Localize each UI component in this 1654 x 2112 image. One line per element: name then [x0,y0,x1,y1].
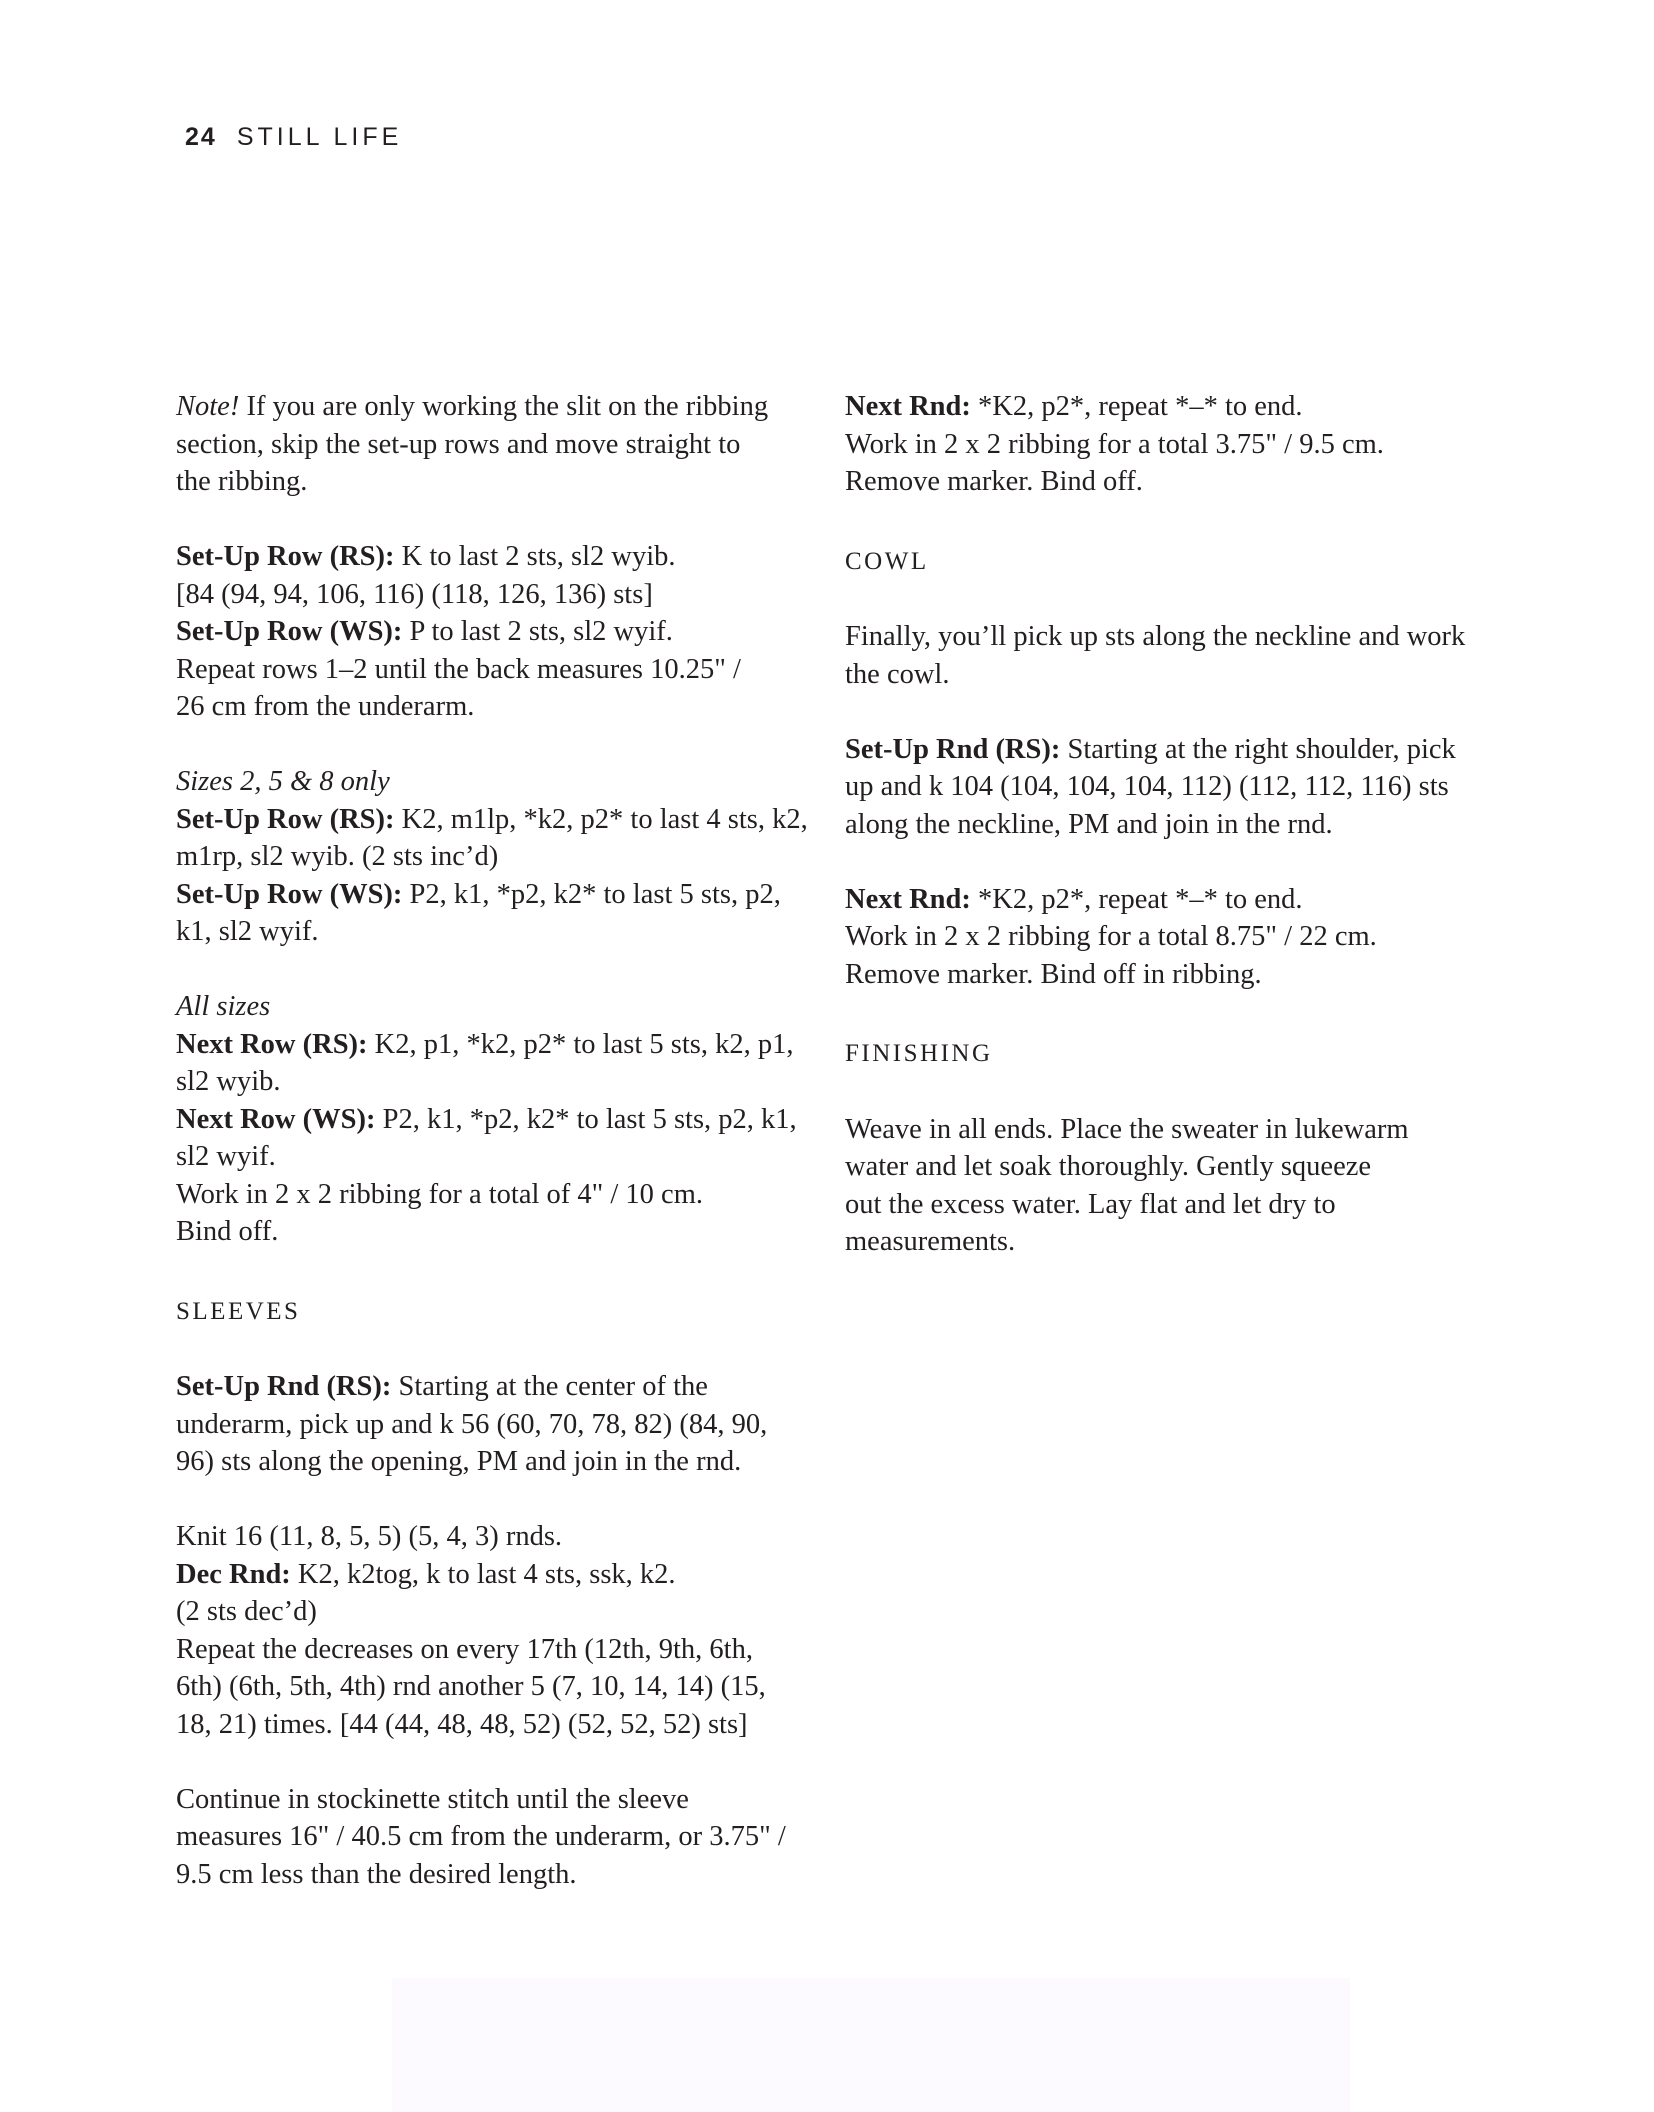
instruction-text: K2, p1, *k2, p2* to last 5 sts, k2, p1, [367,1028,794,1060]
note-line: the ribbing. [176,466,308,497]
instruction-label: Next Row (WS): [176,1103,376,1135]
instruction-line: measurements. [845,1226,1016,1257]
instruction-line: 26 cm from the underarm. [176,691,475,722]
instruction-line: along the neckline, PM and join in the rnd. [845,808,1333,840]
instruction-line: underarm, pick up and k 56 (60, 70, 78, 82) (84, 90, [176,1408,768,1440]
note-label: Note! [176,391,240,422]
bottom-tint-band [392,1978,1350,2112]
instruction-line: Repeat rows 1–2 until the back measures 10.25" / [176,653,741,685]
instruction-line: the cowl. [845,658,950,690]
instruction-line: 6th) (6th, 5th, 4th) rnd another 5 (7, 10, 14, 14) (15, [176,1671,766,1702]
sleeves-setup-paragraph [176,1368,816,1481]
all-sizes-paragraph [176,988,816,1251]
sleeve-end-paragraph [845,388,1485,501]
instruction-label: Set-Up Rnd (RS): [845,733,1061,765]
instruction-label: Next Row (RS): [176,1028,368,1060]
instruction-line: out the excess water. Lay flat and let dry to [845,1188,1336,1220]
instruction-text: K2, m1lp, *k2, p2* to last 4 sts, k2, [394,803,808,835]
instruction-line: 96) sts along the opening, PM and join in the rnd. [176,1446,742,1477]
instruction-line: 9.5 cm less than the desired length. [176,1858,577,1890]
instruction-line: water and let soak thoroughly. Gently squeeze [845,1151,1372,1182]
book-title: STILL LIFE [236,123,403,151]
instruction-text: K to last 2 sts, sl2 wyib. [394,541,676,572]
section-heading-cowl: COWL [845,547,929,575]
instruction-line: Remove marker. Bind off. [845,466,1143,497]
instruction-line: sl2 wyif. [176,1141,276,1172]
subsection-title: Sizes 2, 5 & 8 only [176,766,390,797]
finishing-paragraph [845,1111,1485,1261]
instruction-text: *K2, p2*, repeat *–* to end. [970,883,1303,915]
instruction-label: Next Rnd: [845,391,971,422]
left-column [176,388,816,1931]
instruction-text: K2, k2tog, k to last 4 sts, ssk, k2. [290,1558,676,1590]
cowl-intro-paragraph [845,618,1485,693]
sleeves-decrease-paragraph [176,1518,816,1743]
cowl-ribbing-paragraph [845,881,1485,994]
instruction-text: *K2, p2*, repeat *–* to end. [970,391,1303,422]
stitch-count: (2 sts dec’d) [176,1596,317,1627]
right-column [845,388,1485,1298]
instruction-text: P2, k1, *p2, k2* to last 5 sts, p2, [402,878,781,910]
section-heading-sleeves: SLEEVES [176,1297,301,1325]
instruction-label: Next Rnd: [845,883,971,915]
instruction-label: Set-Up Row (RS): [176,803,395,835]
instruction-text: Starting at the right shoulder, pick [1060,733,1456,765]
instruction-line: measures 16" / 40.5 cm from the underarm, or 3.75" / [176,1821,786,1852]
instruction-line: sl2 wyib. [176,1066,281,1097]
stitch-count: [84 (94, 94, 106, 116) (118, 126, 136) sts] [176,578,653,610]
cowl-setup-paragraph [845,731,1485,844]
instruction-text: P2, k1, *p2, k2* to last 5 sts, p2, k1, [375,1103,797,1135]
instruction-line: Continue in stockinette stitch until the sleeve [176,1783,689,1815]
instruction-line: 18, 21) times. [44 (44, 48, 48, 52) (52, 52, 52) sts] [176,1708,748,1740]
instruction-label: Set-Up Rnd (RS): [176,1371,392,1402]
page-number: 24 [185,123,217,151]
section-heading-finishing: FINISHING [845,1040,993,1067]
instruction-label: Dec Rnd: [176,1558,291,1590]
instruction-line: m1rp, sl2 wyib. (2 sts inc’d) [176,841,499,872]
instruction-line: Finally, you’ll pick up sts along the neckline and work [845,621,1466,652]
sizes-only-paragraph [176,763,816,951]
instruction-line: Work in 2 x 2 ribbing for a total 8.75" / 22 cm. [845,921,1377,952]
instruction-label: Set-Up Row (RS): [176,541,395,572]
instruction-text: Starting at the center of the [391,1371,708,1402]
instruction-line: Knit 16 (11, 8, 5, 5) (5, 4, 3) rnds. [176,1521,563,1552]
instruction-line: Remove marker. Bind off in ribbing. [845,958,1262,990]
instruction-line: up and k 104 (104, 104, 104, 112) (112, 112, 116) sts [845,771,1449,802]
instruction-line: Work in 2 x 2 ribbing for a total of 4" / 10 cm. [176,1178,703,1210]
running-head [185,121,402,153]
instruction-line: Bind off. [176,1216,279,1247]
setup-rows-paragraph [176,538,816,726]
instruction-line: Work in 2 x 2 ribbing for a total 3.75" / 9.5 cm. [845,428,1384,460]
instruction-line: Repeat the decreases on every 17th (12th, 9th, 6th, [176,1633,753,1665]
instruction-label: Set-Up Row (WS): [176,878,403,910]
instruction-text: P to last 2 sts, sl2 wyif. [402,616,673,647]
note-line: If you are only working the slit on the ribbing [239,391,769,422]
subsection-title: All sizes [176,991,271,1022]
instruction-line: k1, sl2 wyif. [176,916,319,947]
sleeves-continue-paragraph [176,1781,816,1894]
note-paragraph [176,388,816,501]
note-line: section, skip the set-up rows and move straight to [176,428,741,460]
instruction-label: Set-Up Row (WS): [176,616,403,647]
instruction-line: Weave in all ends. Place the sweater in lukewarm [845,1113,1409,1145]
